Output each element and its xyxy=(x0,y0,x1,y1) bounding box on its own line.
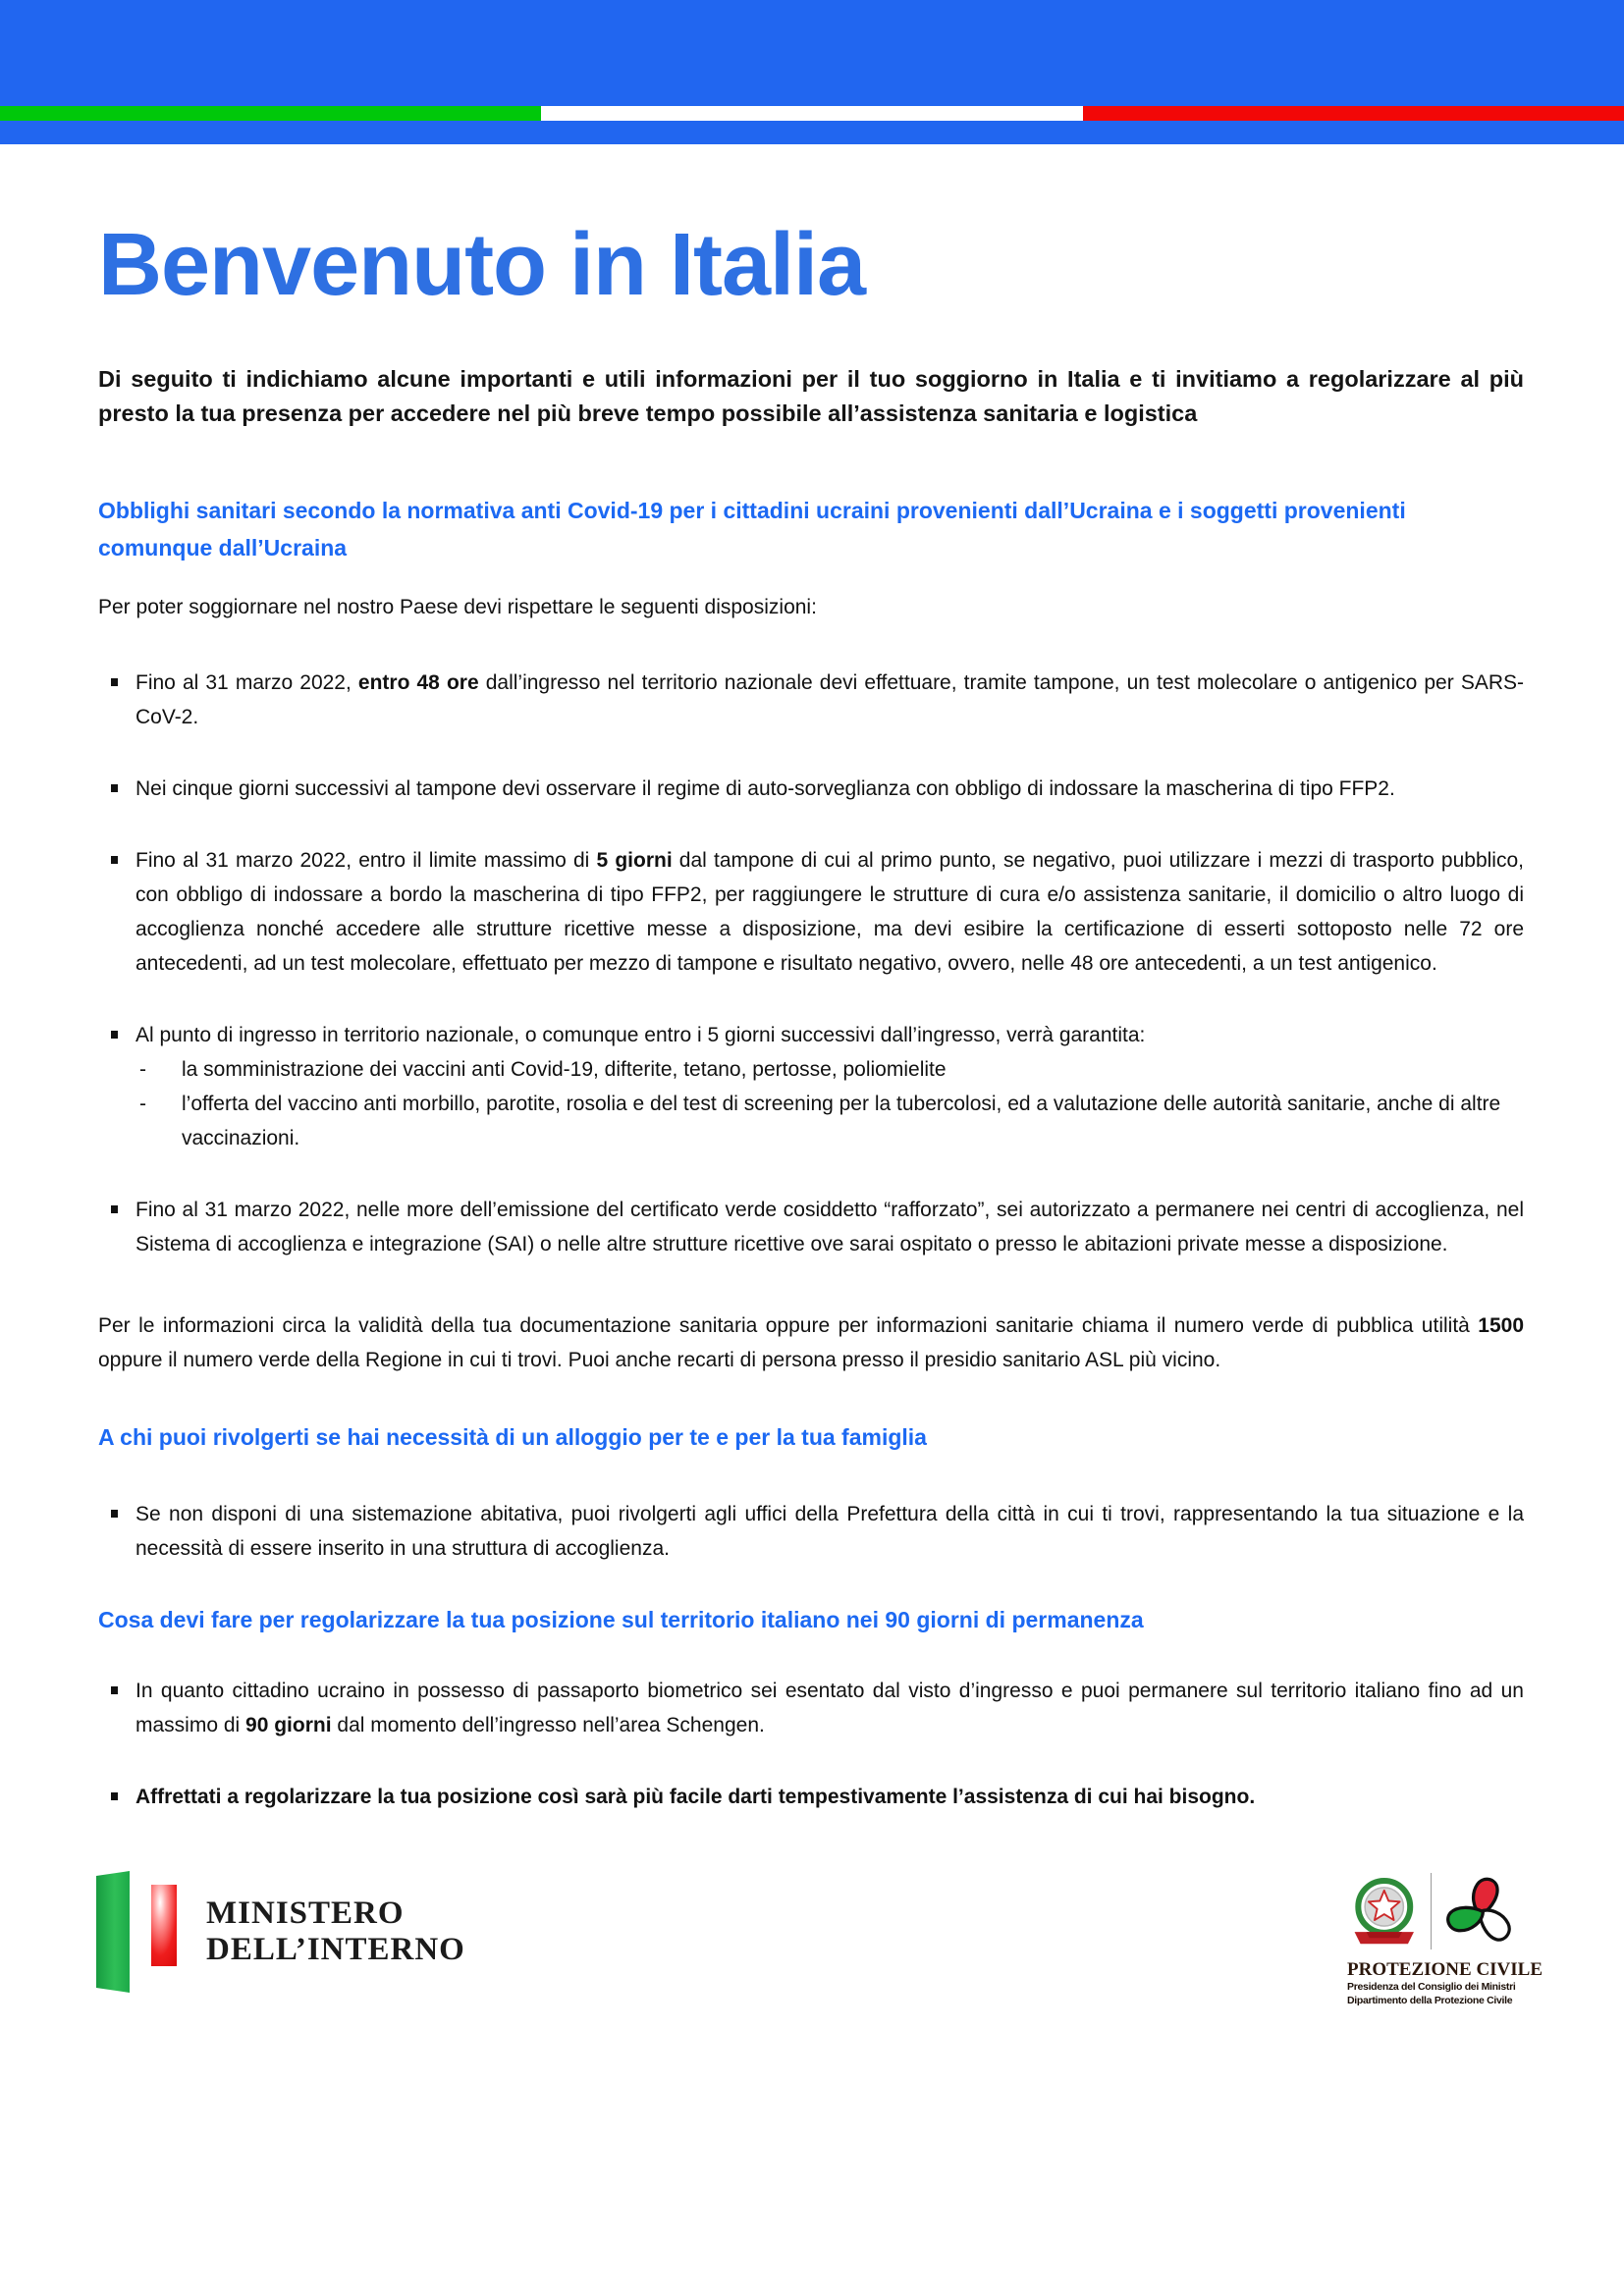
bullet-list-alloggio xyxy=(98,1497,1524,1566)
banner-blue-bar-bottom xyxy=(0,121,1624,144)
square-bullet-icon xyxy=(111,856,118,864)
top-banner xyxy=(0,0,1624,144)
protezione-civile-triskelion-icon xyxy=(1440,1871,1522,1951)
dash-bullet-icon: - xyxy=(139,1093,146,1115)
logo-divider xyxy=(1431,1873,1432,1949)
square-bullet-icon xyxy=(111,678,118,686)
bullet-item-test-48-ore: Fino al 31 marzo 2022, entro 48 ore dall’ingresso nel territorio nazionale devi effettuare, tramite tampone, un test molecolare o antigenico per SARS-CoV-2. xyxy=(98,666,1524,734)
presidenza-consiglio-line: Presidenza del Consiglio dei Ministri xyxy=(1347,1981,1516,1993)
interno-tricolor-door-icon xyxy=(96,1871,179,1993)
protezione-civile-emblems xyxy=(1347,1871,1522,1951)
square-bullet-icon xyxy=(111,1031,118,1039)
sub-item-somministrazione: - la somministrazione dei vaccini anti Covid-19, difterite, tetano, pertosse, poliomielite xyxy=(135,1052,1524,1087)
square-bullet-icon xyxy=(111,1510,118,1518)
bullet-item-prefettura: Se non disponi di una sistemazione abitativa, puoi rivolgerti agli uffici della Prefettura della città in cui ti trovi, rappresentando la tua situazione e la necessità di essere inserito in una struttura di accoglienza. xyxy=(98,1497,1524,1566)
bullet-list-sanitari xyxy=(98,666,1524,1261)
protezione-civile-logo xyxy=(1347,1871,1543,2007)
flag-white-segment xyxy=(541,106,1082,121)
bullet-item-certificato-verde: Fino al 31 marzo 2022, nelle more dell’emissione del certificato verde cosiddetto “rafforzato”, sei autorizzato a permanere nei centri di accoglienza, nel Sistema di accoglienza e integrazione (SAI) o nelle altre strutture ricettive ove sarai ospitato o presso le abitazioni private messe a disposizione. xyxy=(98,1193,1524,1261)
dash-bullet-icon: - xyxy=(139,1058,146,1081)
bullet-list-regolarizzare xyxy=(98,1674,1524,1814)
intro-paragraph: Di seguito ti indichiamo alcune importanti e utili informazioni per il tuo soggiorno in Italia e ti invitiamo a regolarizzare al più presto la tua presenza per accedere nel più breve tempo possibile all’assistenza sanitaria e logistica xyxy=(98,366,1524,426)
footer-logos xyxy=(0,1871,1624,2007)
protezione-civile-wordmark: PROTEZIONE CIVILE xyxy=(1347,1959,1543,1980)
bullet-item-trasporto-pubblico: Fino al 31 marzo 2022, entro il limite massimo di 5 giorni dal tampone di cui al primo punto, se negativo, puoi utilizzare i mezzi di trasporto pubblico, con obbligo di indossare a bordo la mascherina di tipo FFP2, per raggiungere le strutture di cura e/o assistenza sanitarie, il domicilio o altro luogo di accoglienza nonché accedere alle strutture ricettive messe a disposizione, ma devi esibire la certificazione di esserti sottoposto nelle 72 ore antecedenti, ad un test molecolare, effettuato per mezzo di tampone e risultato negativo, ovvero, nelle 48 ore antecedenti, a un test antigenico. xyxy=(98,843,1524,981)
sub-item-offerta-vaccino: - l’offerta del vaccino anti morbillo, parotite, rosolia e del test di screening per la tubercolosi, ed a valutazione delle autorità sanitarie, anche di altre vaccinazioni. xyxy=(135,1087,1524,1155)
square-bullet-icon xyxy=(111,1792,118,1800)
page-title: Benvenuto in Italia xyxy=(98,216,866,314)
ministero-line: MINISTERO xyxy=(206,1896,405,1931)
section-heading-regolarizzare: Cosa devi fare per regolarizzare la tua posizione sul territorio italiano nei 90 giorni di permanenza xyxy=(98,1607,1144,1632)
ministero-interno-wordmark xyxy=(206,1896,465,1968)
italy-emblem-icon xyxy=(1347,1871,1422,1951)
section-heading-alloggio: A chi puoi rivolgerti se hai necessità di un alloggio per te e per la tua famiglia xyxy=(98,1424,927,1450)
sub-list-vaccini xyxy=(135,1052,1524,1155)
italian-flag-stripe xyxy=(0,106,1624,121)
square-bullet-icon xyxy=(111,1686,118,1694)
bullet-item-vaccini: Al punto di ingresso in territorio nazionale, o comunque entro i 5 giorni successivi dall’ingresso, verrà garantita: - la somministrazione dei vaccini anti Covid-19, difterite, tetano, pertosse, poliomielite - l’offerta del vaccino anti morbillo, parotite, rosolia e del test di screening per la tubercolosi, ed a valutazione delle autorità sanitarie, anche di altre vaccinazioni. xyxy=(98,1018,1524,1155)
square-bullet-icon xyxy=(111,784,118,792)
ministero-interno-logo xyxy=(96,1871,465,1993)
section-heading-obblighi-sanitari: Obblighi sanitari secondo la normativa anti Covid-19 per i cittadini ucraini provenienti dall’Ucraina e i soggetti provenienti comunque dall’Ucraina xyxy=(98,498,1406,561)
info-numero-verde-paragraph: Per le informazioni circa la validità della tua documentazione sanitaria oppure per informazioni sanitarie chiama il numero verde di pubblica utilità 1500 oppure il numero verde della Regione in cui ti trovi. Puoi anche recarti di persona presso il presidio sanitario ASL più vicino. xyxy=(98,1314,1524,1371)
dipartimento-protezione-line: Dipartimento della Protezione Civile xyxy=(1347,1994,1513,2006)
bullet-item-affrettati: Affrettati a regolarizzare la tua posizione così sarà più facile darti tempestivamente l’assistenza di cui hai bisogno. xyxy=(98,1780,1524,1814)
lead-paragraph: Per poter soggiornare nel nostro Paese devi rispettare le seguenti disposizioni: xyxy=(98,596,817,618)
interno-line: DELL’INTERNO xyxy=(206,1932,465,1967)
banner-blue-bar xyxy=(0,0,1624,106)
flag-green-segment xyxy=(0,106,541,121)
flag-red-segment xyxy=(1083,106,1624,121)
square-bullet-icon xyxy=(111,1205,118,1213)
document-body xyxy=(0,216,1624,1814)
bullet-item-auto-sorveglianza: Nei cinque giorni successivi al tampone devi osservare il regime di auto-sorveglianza con obbligo di indossare la mascherina di tipo FFP2. xyxy=(98,772,1524,806)
bullet-item-passaporto-biometrico: In quanto cittadino ucraino in possesso di passaporto biometrico sei esentato dal visto d’ingresso e puoi permanere sul territorio italiano fino ad un massimo di 90 giorni dal momento dell’ingresso nell’area Schengen. xyxy=(98,1674,1524,1742)
